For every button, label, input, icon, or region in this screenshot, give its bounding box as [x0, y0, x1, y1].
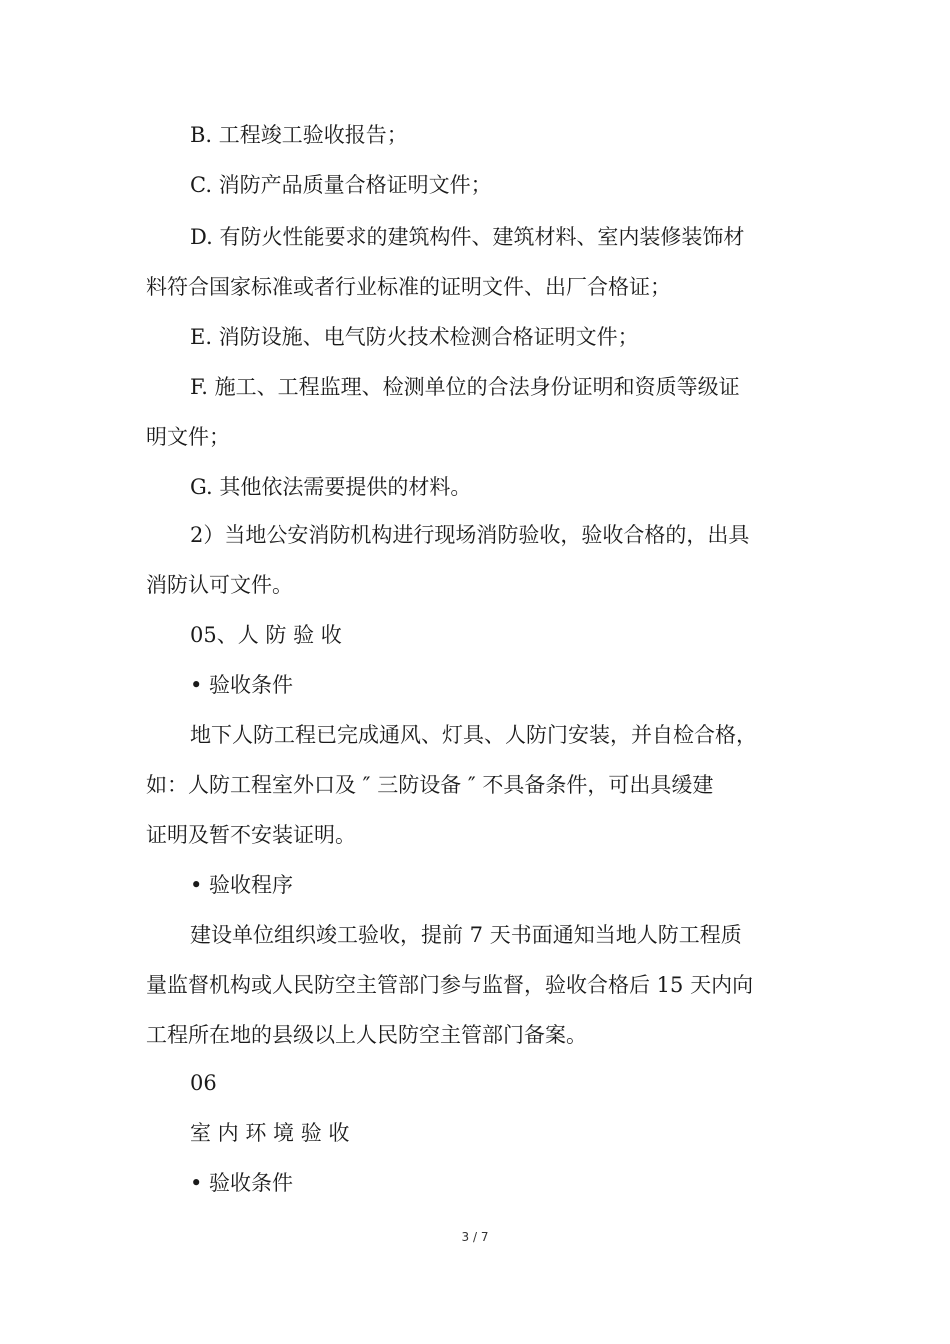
procedure-line2: 量监督机构或人民防空主管部门参与监督，验收合格后 15 天内向: [146, 973, 754, 997]
procedure-line3: 工程所在地的县级以上人民防空主管部门备案。: [146, 1023, 587, 1047]
section-06-heading: 室 内 环 境 验 收: [190, 1121, 350, 1145]
bullet-procedure: • 验收程序: [190, 873, 294, 897]
conditions-line1: 地下人防工程已完成通风、灯具、人防门安装，并自检合格，: [190, 723, 757, 747]
item-g: G. 其他依法需要提供的材料。: [190, 475, 472, 499]
section-06-number: 06: [190, 1071, 217, 1095]
step-2-line1: 2）当地公安消防机构进行现场消防验收，验收合格的，出具: [190, 523, 750, 547]
item-f-line2: 明文件；: [146, 425, 230, 449]
item-c: C. 消防产品质量合格证明文件；: [190, 173, 492, 197]
item-e: E. 消防设施、电气防火技术检测合格证明文件；: [190, 325, 639, 349]
section-05-heading: 05、人 防 验 收: [190, 623, 342, 647]
bullet-conditions: • 验收条件: [190, 673, 294, 697]
step-2-line2: 消防认可文件。: [146, 573, 293, 597]
item-d-line2: 料符合国家标准或者行业标准的证明文件、出厂合格证；: [146, 275, 671, 299]
page-number: 3 / 7: [461, 1230, 489, 1244]
conditions-line3: 证明及暂不安装证明。: [146, 823, 356, 847]
item-d-line1: D. 有防火性能要求的建筑构件、建筑材料、室内装修装饰材: [190, 225, 745, 249]
item-f-line1: F. 施工、工程监理、检测单位的合法身份证明和资质等级证: [190, 375, 740, 399]
conditions-line2: 如：人防工程室外口及 ″ 三防设备 ″ 不具备条件，可出具缓建: [146, 773, 714, 797]
item-b: B. 工程竣工验收报告；: [190, 123, 408, 147]
bullet-conditions-2: • 验收条件: [190, 1171, 294, 1195]
procedure-line1: 建设单位组织竣工验收，提前 7 天书面通知当地人防工程质: [190, 923, 742, 947]
